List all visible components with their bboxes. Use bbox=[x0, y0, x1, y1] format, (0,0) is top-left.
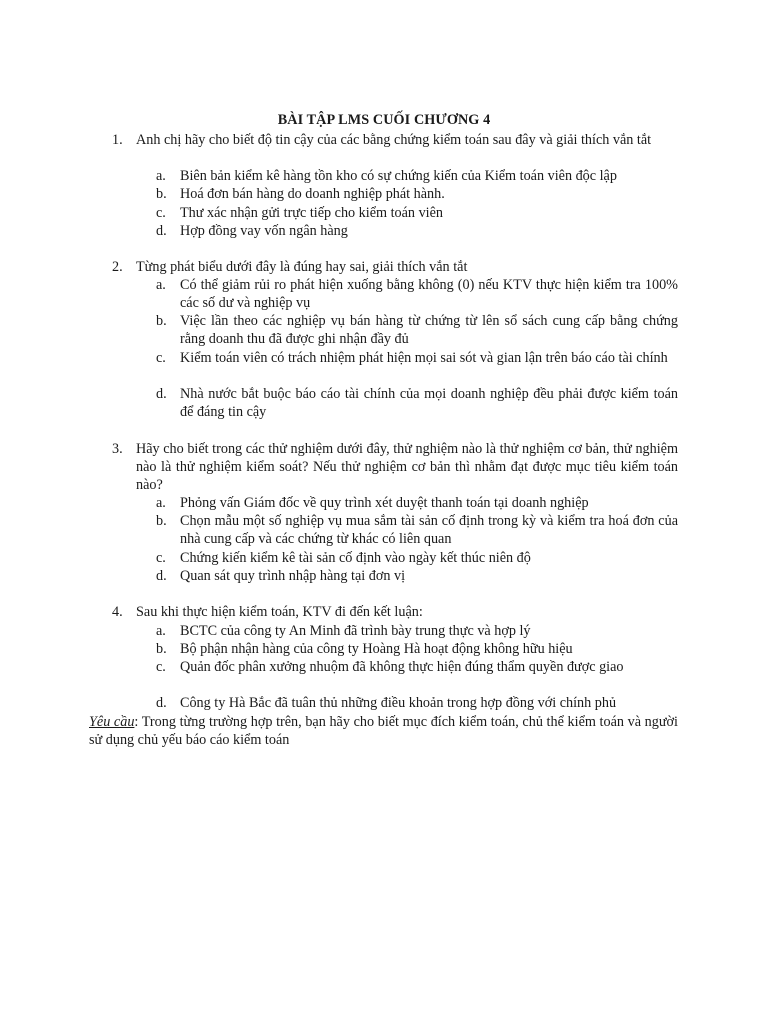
question-text: Sau khi thực hiện kiểm toán, KTV đi đến kết luận: bbox=[136, 604, 423, 620]
option-letter: d. bbox=[156, 695, 167, 711]
question-number: 1. bbox=[112, 132, 123, 148]
question-1 bbox=[112, 131, 678, 149]
question-number: 3. bbox=[112, 441, 123, 457]
page-title: BÀI TẬP LMS CUỐI CHƯƠNG 4 bbox=[277, 112, 491, 128]
option-letter: b. bbox=[156, 313, 167, 329]
option-text: Phỏng vấn Giám đốc về quy trình xét duyệt thanh toán tại doanh nghiệp bbox=[180, 495, 589, 511]
question-3-option-b bbox=[156, 512, 678, 548]
option-letter: d. bbox=[156, 223, 167, 239]
option-text: Chứng kiến kiểm kê tài sản cố định vào ngày kết thúc niên độ bbox=[180, 550, 531, 566]
question-3-option-c bbox=[156, 549, 678, 567]
question-1-option-d bbox=[156, 222, 678, 240]
question-text: Anh chị hãy cho biết độ tin cậy của các bằng chứng kiểm toán sau đây và giải thích vắn tắt bbox=[136, 132, 652, 148]
option-text: Kiểm toán viên có trách nhiệm phát hiện mọi sai sót và gian lận trên báo cáo tài chính bbox=[180, 350, 668, 366]
option-text: Việc lần theo các nghiệp vụ bán hàng từ chứng từ lên sổ sách cung cấp bằng chứng rằng doanh thu đã được ghi nhận đầy đủ bbox=[180, 313, 678, 348]
option-letter: b. bbox=[156, 641, 167, 657]
option-letter: c. bbox=[156, 659, 166, 675]
question-4-option-c bbox=[156, 658, 678, 676]
option-text: Hợp đồng vay vốn ngân hàng bbox=[180, 223, 348, 239]
option-text: Quan sát quy trình nhập hàng tại đơn vị bbox=[180, 568, 406, 584]
question-3 bbox=[112, 440, 678, 495]
question-4-option-a bbox=[156, 622, 678, 640]
question-1-option-c bbox=[156, 204, 678, 222]
option-letter: d. bbox=[156, 386, 167, 402]
question-4-option-d bbox=[156, 694, 678, 712]
question-1-option-b bbox=[156, 185, 678, 203]
question-2 bbox=[112, 258, 678, 276]
question-2-option-a bbox=[156, 276, 678, 312]
question-4 bbox=[112, 603, 678, 621]
question-2-option-c bbox=[156, 349, 678, 367]
question-3-option-d bbox=[156, 567, 678, 585]
requirement-paragraph bbox=[89, 713, 678, 749]
option-text: Công ty Hà Bắc đã tuân thủ những điều khoản trong hợp đồng với chính phủ bbox=[180, 695, 617, 711]
option-text: Bộ phận nhận hàng của công ty Hoàng Hà hoạt động không hữu hiệu bbox=[180, 641, 573, 657]
option-letter: d. bbox=[156, 568, 167, 584]
option-text: Nhà nước bắt buộc báo cáo tài chính của mọi doanh nghiệp đều phải được kiểm toán để đáng tin cậy bbox=[180, 386, 678, 421]
option-text: Hoá đơn bán hàng do doanh nghiệp phát hành. bbox=[180, 186, 445, 202]
option-letter: b. bbox=[156, 513, 167, 529]
question-text: Từng phát biểu dưới đây là đúng hay sai, giải thích vắn tắt bbox=[136, 259, 468, 275]
question-number: 2. bbox=[112, 259, 123, 275]
question-4-option-b bbox=[156, 640, 678, 658]
requirement-text: : Trong từng trường hợp trên, bạn hãy cho biết mục đích kiểm toán, chủ thể kiểm toán và người sử dụng chủ yếu báo cáo kiểm toán bbox=[89, 714, 678, 749]
question-number: 4. bbox=[112, 604, 123, 620]
question-2-option-b bbox=[156, 312, 678, 348]
question-1-option-a bbox=[156, 167, 678, 185]
option-text: Thư xác nhận gửi trực tiếp cho kiểm toán viên bbox=[180, 205, 443, 221]
option-letter: a. bbox=[156, 277, 166, 293]
option-text: Quản đốc phân xưởng nhuộm đã không thực hiện đúng thẩm quyền được giao bbox=[180, 659, 624, 675]
option-letter: c. bbox=[156, 205, 166, 221]
question-text: Hãy cho biết trong các thử nghiệm dưới đây, thử nghiệm nào là thử nghiệm cơ bản, thử nghiệm nào là thử nghiệm kiểm soát? Nếu thử nghiệm cơ bản thì nhằm đạt được mục tiêu kiểm toán nào? bbox=[136, 441, 678, 494]
option-text: Chọn mẫu một số nghiệp vụ mua sắm tài sản cố định trong kỳ và kiểm tra hoá đơn của nhà cung cấp và các chứng từ khác có liên quan bbox=[180, 513, 678, 548]
option-letter: a. bbox=[156, 623, 166, 639]
option-letter: a. bbox=[156, 495, 166, 511]
question-2-option-d bbox=[156, 385, 678, 421]
option-letter: c. bbox=[156, 550, 166, 566]
option-letter: c. bbox=[156, 350, 166, 366]
question-3-option-a bbox=[156, 494, 678, 512]
requirement-label: Yêu cầu bbox=[89, 714, 135, 730]
option-text: Có thể giảm rủi ro phát hiện xuống bằng không (0) nếu KTV thực hiện kiểm tra 100% các số dư và nghiệp vụ bbox=[180, 277, 678, 312]
option-letter: b. bbox=[156, 186, 167, 202]
option-text: Biên bản kiểm kê hàng tồn kho có sự chứng kiến của Kiểm toán viên độc lập bbox=[180, 168, 617, 184]
option-letter: a. bbox=[156, 168, 166, 184]
option-text: BCTC của công ty An Minh đã trình bày trung thực và hợp lý bbox=[180, 623, 531, 639]
